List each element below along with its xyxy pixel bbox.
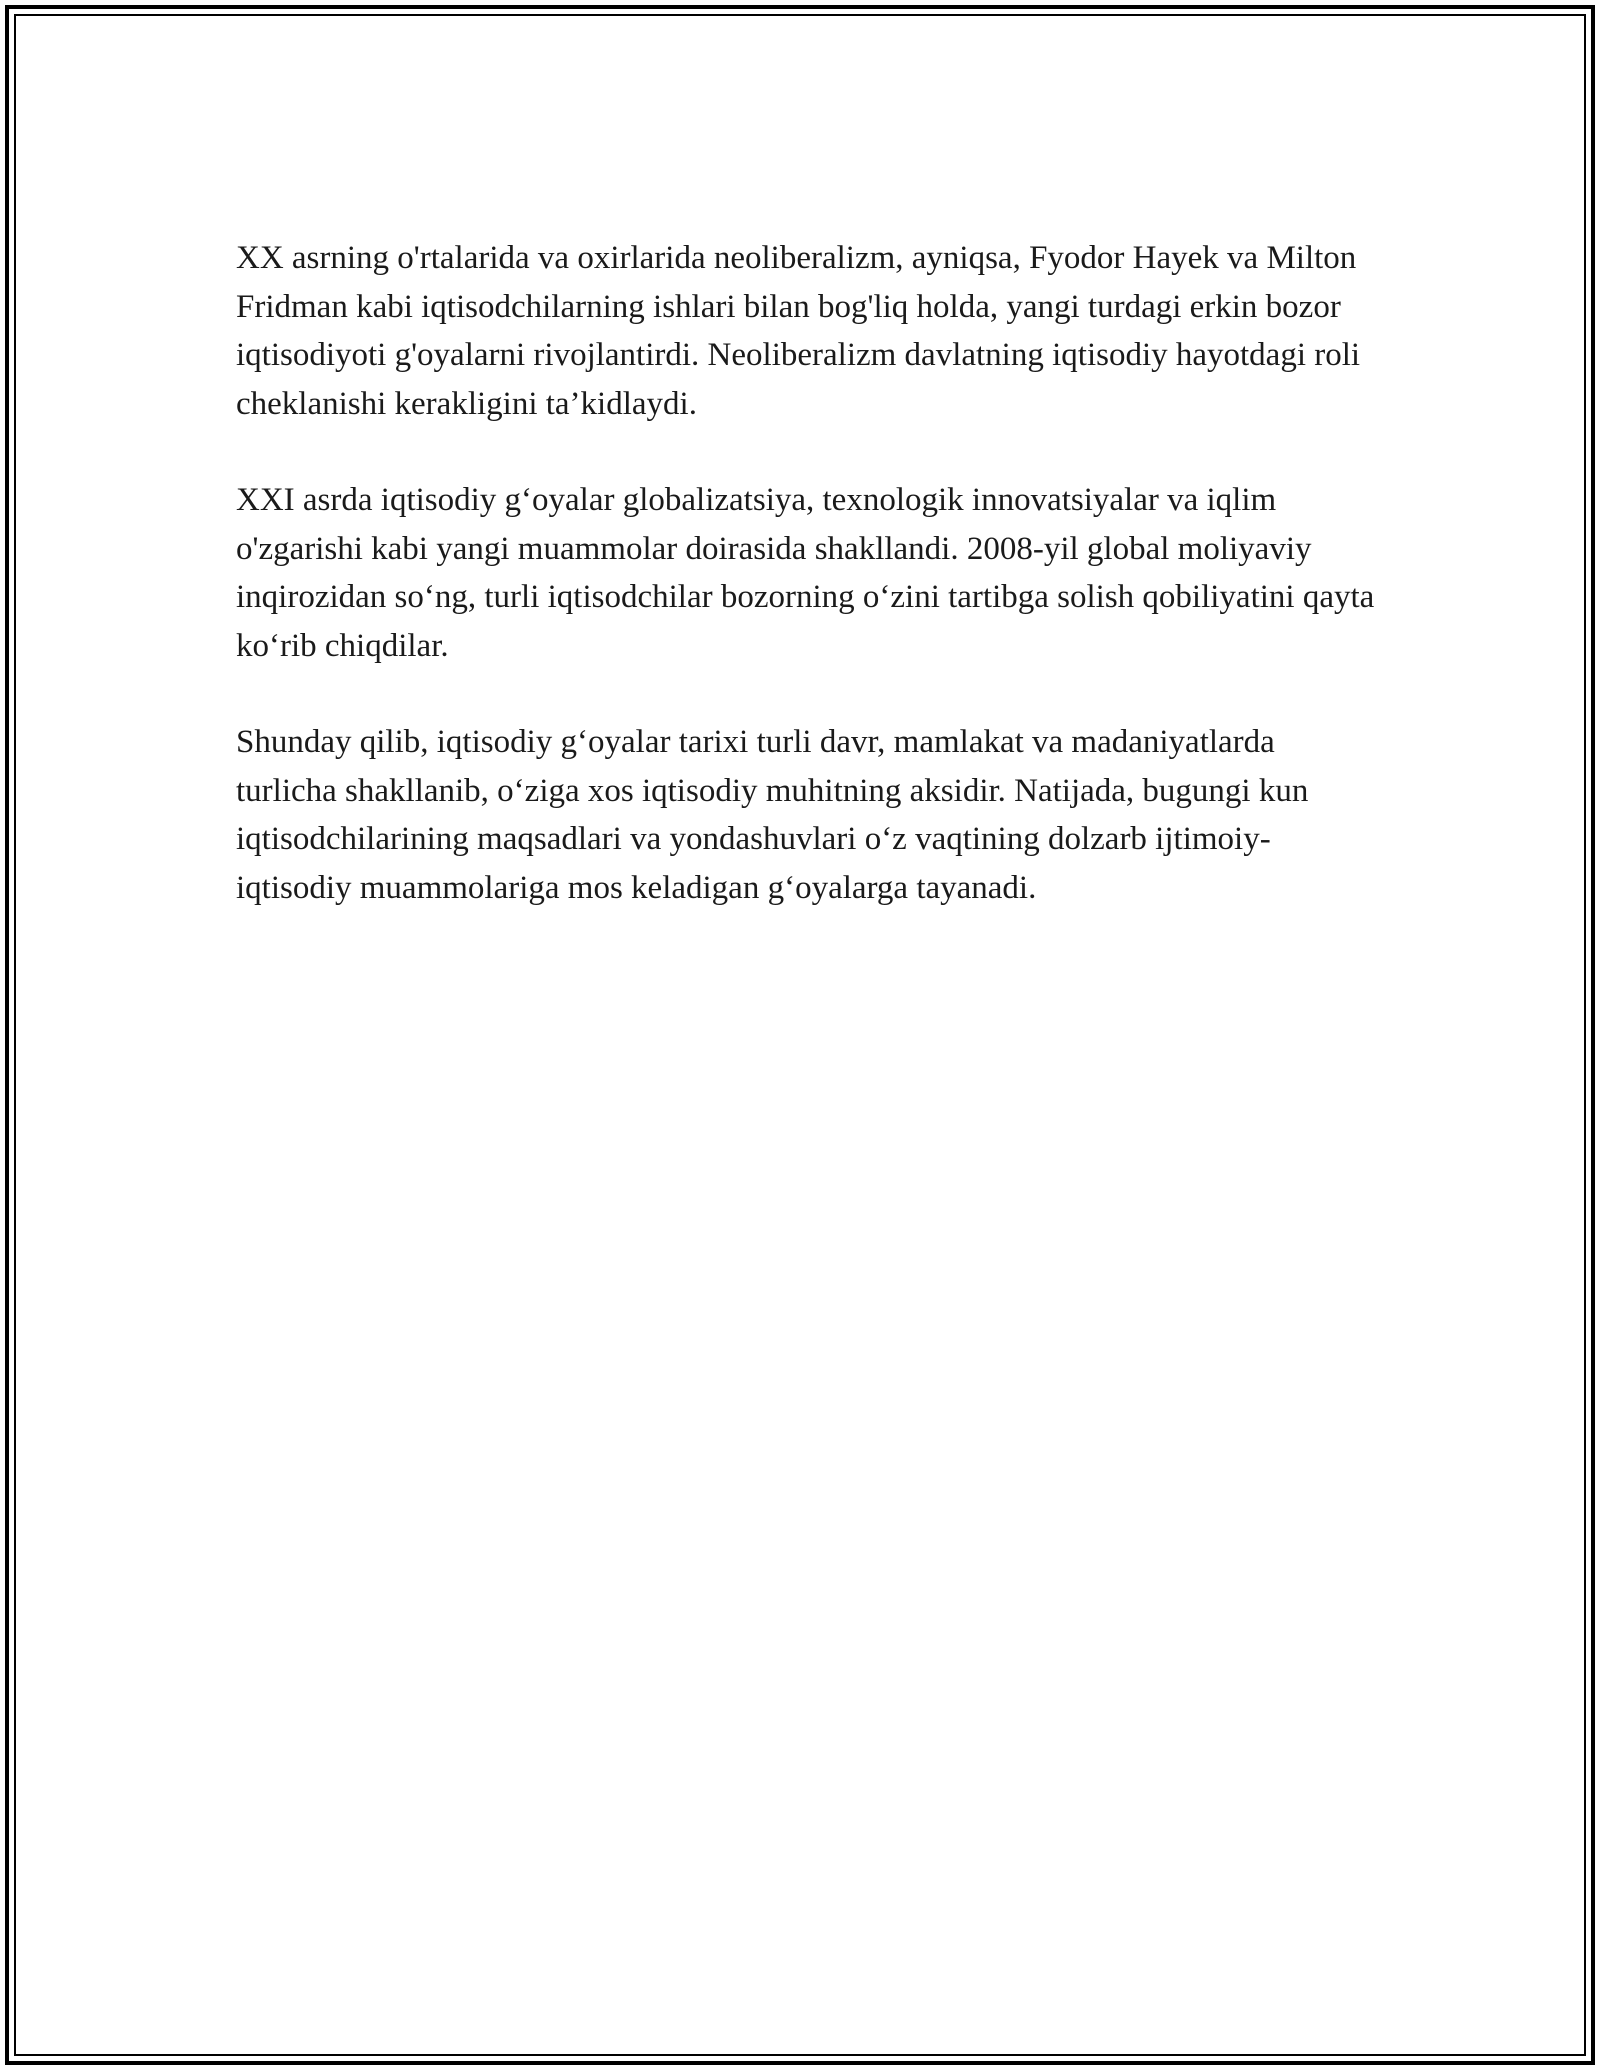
paragraph-21st-century: XXI asrda iqtisodiy g‘oyalar globalizatsiya, texnologik innovatsiyalar va iqlim o'zgarishi kabi yangi muammolar doirasida shakllandi. 2008-yil global moliyaviy inqirozidan so‘ng, turli iqtisodchilar bozorning o‘zini tartibga solish qobiliyatini qayta ko‘rib chiqdilar. xyxy=(236,482,1375,664)
paragraph-neoliberalism: XX asrning o'rtalarida va oxirlarida neoliberalizm, ayniqsa, Fyodor Hayek va Milton Fridman kabi iqtisodchilarning ishlari bilan bog'liq holda, yangi turdagi erkin bozor iqtisodiyoti g'oyalarni rivojlantirdi. Neoliberalizm davlatning iqtisodiy hayotdagi roli cheklanishi kerakligini ta’kidlaydi. xyxy=(236,240,1361,422)
document-body xyxy=(236,234,1376,912)
paragraph-conclusion: Shunday qilib, iqtisodiy g‘oyalar tarixi turli davr, mamlakat va madaniyatlarda turlicha shakllanib, o‘ziga xos iqtisodiy muhitning aksidir. Natijada, bugungi kun iqtisodchilarining maqsadlari va yondashuvlari o‘z vaqtining dolzarb ijtimoiy-iqtisodiy muammolariga mos keladigan g‘oyalarga tayanadi. xyxy=(236,724,1309,906)
